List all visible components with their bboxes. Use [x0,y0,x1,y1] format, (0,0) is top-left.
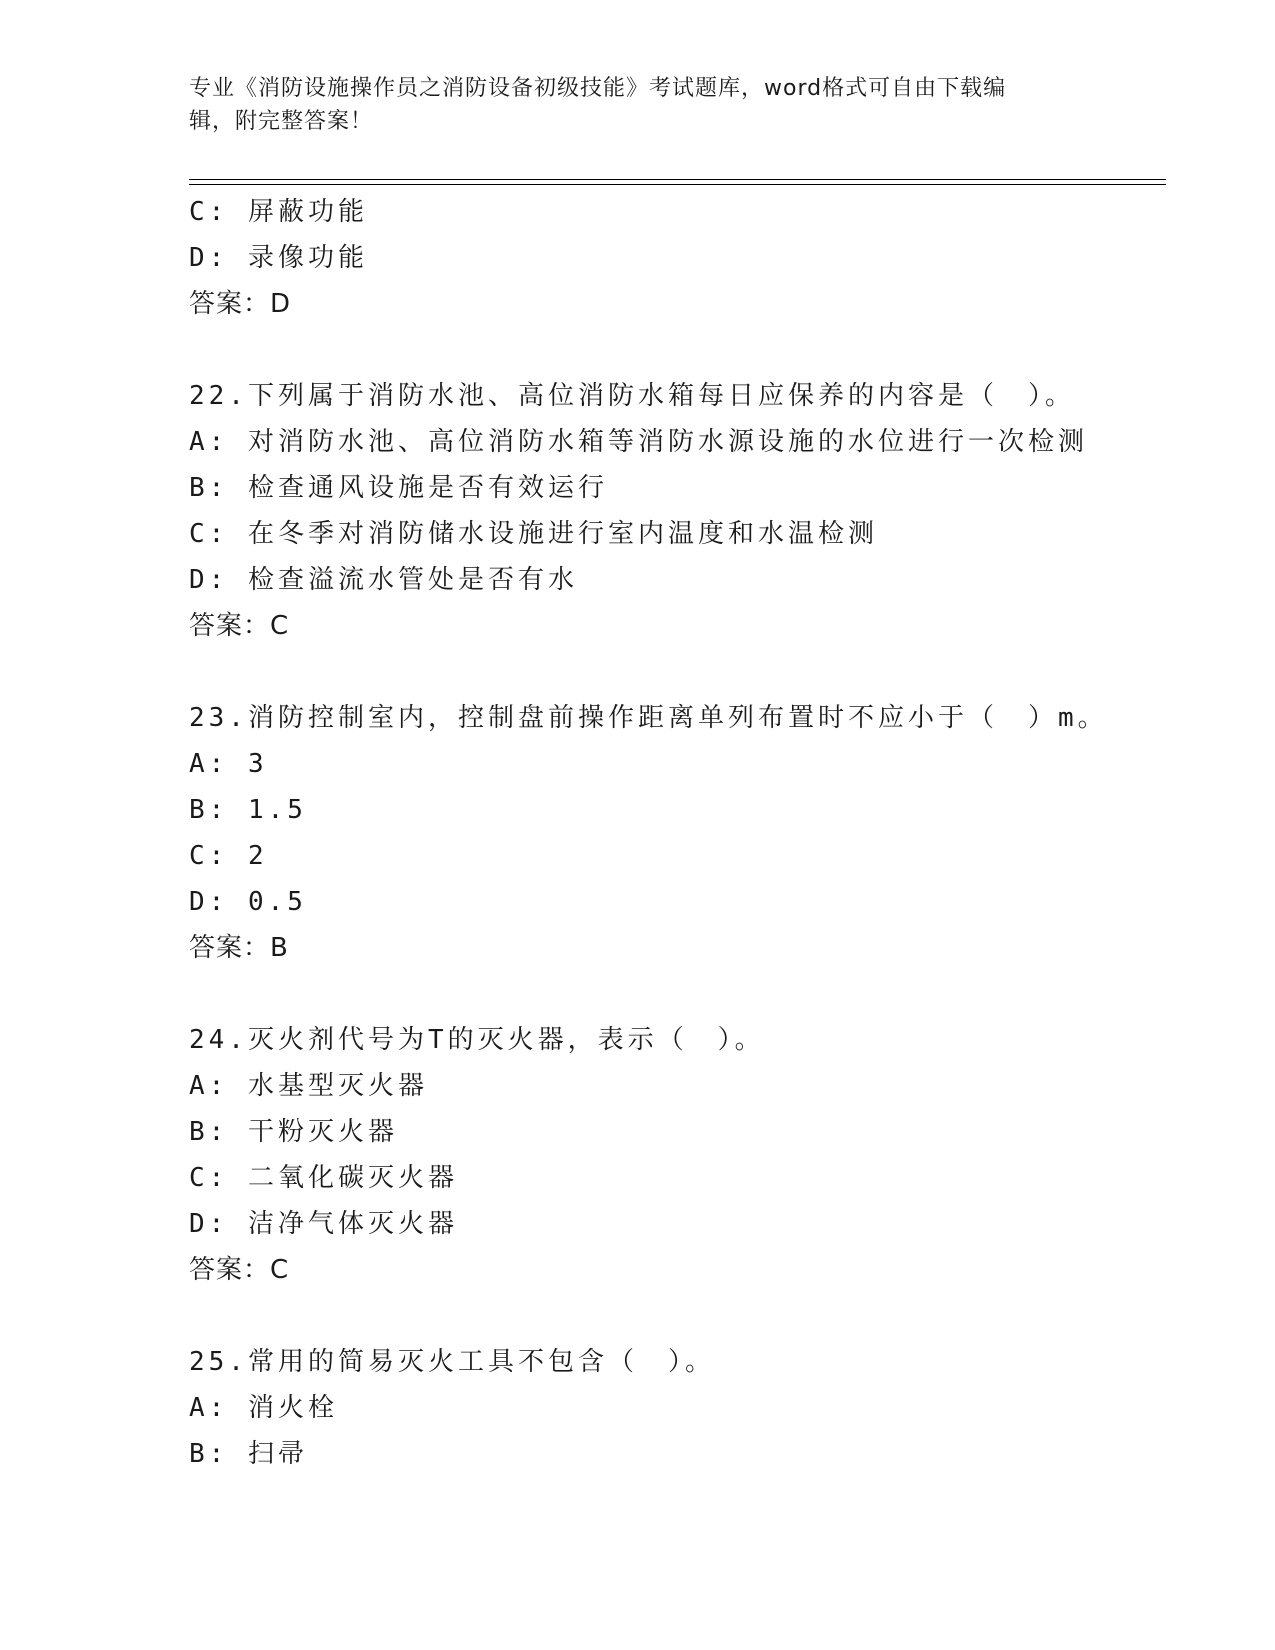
question-block-25 [189,1339,1169,1477]
question-block-24 [189,1017,1169,1293]
answer: 答案：C [189,1255,290,1285]
option-a: A: 对消防水池、高位消防水箱等消防水源设施的水位进行一次检测 [189,427,1088,457]
question-block-prev [189,189,1169,327]
answer: 答案：B [189,933,289,963]
option-a: A: 3 [189,749,268,779]
answer: 答案：D [189,289,292,319]
option-b: B: 扫帚 [189,1439,308,1469]
option-d: D: 检查溢流水管处是否有水 [189,565,578,595]
question-content [189,189,1169,1477]
spacer [189,1293,1169,1339]
question-text: 24.灭火剂代号为T的灭火器，表示（ ）。 [189,1025,765,1055]
header-divider-top [189,179,1166,180]
option-d: D: 录像功能 [189,243,368,273]
option-c: C: 屏蔽功能 [189,197,368,227]
option-c: C: 在冬季对消防储水设施进行室内温度和水温检测 [189,519,878,549]
option-a: A: 水基型灭火器 [189,1071,428,1101]
option-c: C: 2 [189,841,268,871]
option-b: B: 1.5 [189,795,307,825]
spacer [189,327,1169,373]
spacer [189,649,1169,695]
question-block-22 [189,373,1169,649]
question-text: 25.常用的简易灭火工具不包含（ ）。 [189,1347,715,1377]
question-text: 23.消防控制室内，控制盘前操作距离单列布置时不应小于（ ）m。 [189,703,1108,733]
header-line-1: 专业《消防设施操作员之消防设备初级技能》考试题库，word格式可自由下载编 [189,76,1007,101]
header-divider-bottom [189,184,1166,185]
question-text: 22.下列属于消防水池、高位消防水箱每日应保养的内容是（ ）。 [189,381,1075,411]
option-b: B: 干粉灭火器 [189,1117,398,1147]
option-c: C: 二氧化碳灭火器 [189,1163,458,1193]
question-block-23 [189,695,1169,971]
page-header [189,72,1089,138]
option-d: D: 0.5 [189,887,307,917]
option-a: A: 消火栓 [189,1393,338,1423]
spacer [189,971,1169,1017]
option-b: B: 检查通风设施是否有效运行 [189,473,608,503]
option-d: D: 洁净气体灭火器 [189,1209,458,1239]
header-line-2: 辑，附完整答案！ [189,109,374,134]
answer: 答案：C [189,611,290,641]
